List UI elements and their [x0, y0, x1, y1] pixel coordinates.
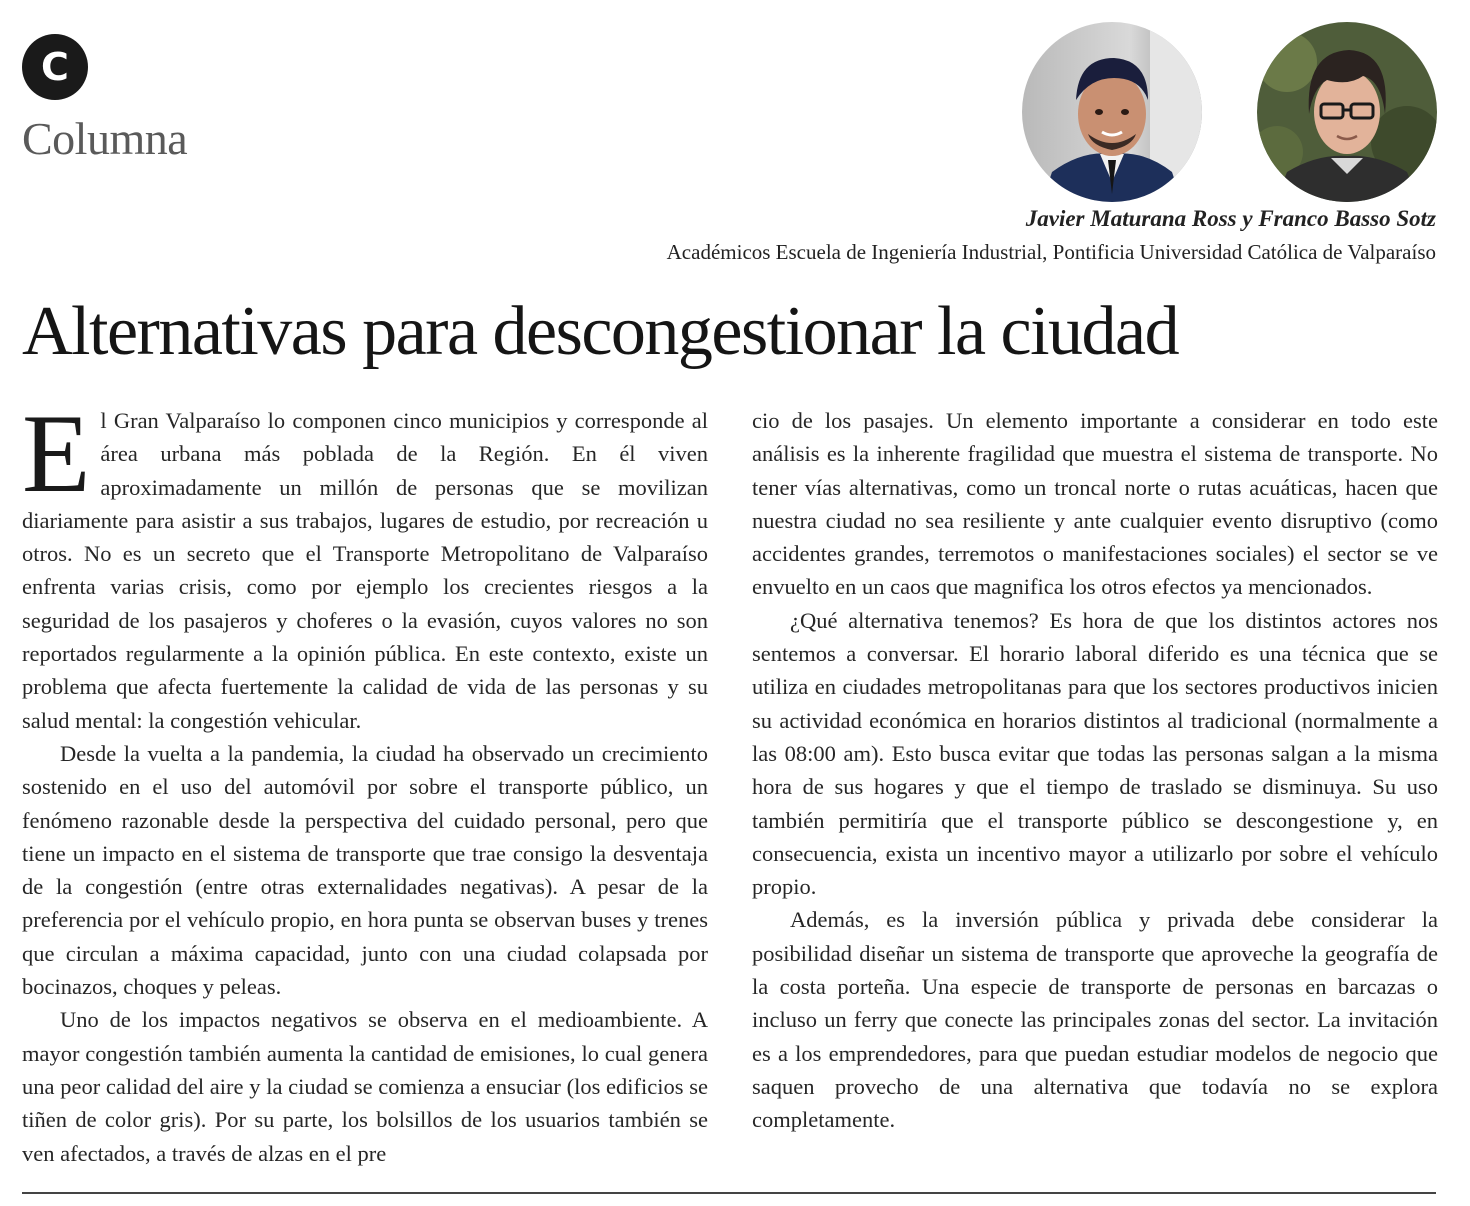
- author-photo-2: [1257, 22, 1437, 202]
- article-paragraph: Desde la vuelta a la pandemia, la ciudad ha observado un crecimiento sostenido en el uso del automóvil por sobre el transporte público, un fenómeno razonable desde la perspectiva del cuidado personal, pero que tiene un impacto en el sistema de transporte que trae consigo la desventaja de la congestión (entre otras externalidades negativas). A pesar de la preferencia por el vehículo propio, en hora punta se observan buses y trenes que circulan a máxima capacidad, junto con una ciudad colapsada por bocinazos, choques y peleas.: [22, 740, 708, 1000]
- author-affiliation: Académicos Escuela de Ingeniería Industrial, Pontificia Universidad Católica de Valparaíso: [666, 240, 1436, 264]
- article-paragraph: Además, es la inversión pública y privada debe considerar la posibilidad diseñar un sistema de transporte que aproveche la geografía de la costa porteña. Una especie de transporte de personas en barcazas o incluso un ferry que conecte las principales zonas del sector. La invitación es a los emprendedores, para que puedan estudiar modelos de negocio que saquen provecho de una alternativa que todavía no se explora completamente.: [752, 907, 1438, 1133]
- paragraph-text: l Gran Valparaíso lo componen cinco municipios y corresponde al área urbana más poblada de la Región. En él viven aproximadamente un millón de personas que se movilizan diariamente para asistir a sus trabajos, lugares de estudio, por recreación u otros. No es un secreto que el Transporte Metropolitano de Valparaíso enfrenta varias crisis, como por ejemplo los crecientes riesgos a la seguridad de los pasajeros y choferes o la evasión, cuyos valores no son reportados regularmente a la opinión pública. En este contexto, existe un problema que afecta fuertemente la calidad de vida de las personas y su salud mental: la congestión vehicular.: [22, 408, 708, 733]
- drop-cap: E: [22, 392, 91, 516]
- author-names: Javier Maturana Ross y Franco Basso Sotz: [1025, 206, 1436, 231]
- bottom-rule: [22, 1192, 1436, 1194]
- section-label: Columna: [22, 113, 188, 164]
- article-column-right: [752, 404, 1438, 1137]
- section-badge-letter: C: [41, 45, 69, 89]
- article-column-left: [22, 392, 708, 1170]
- article-paragraph: ¿Qué alternativa tenemos? Es hora de que los distintos actores nos sentemos a conversar. El horario laboral diferido es una técnica que se utiliza en ciudades metropolitanas para que los sectores productivos inicien su actividad económica en horarios distintos al tradicional (normalmente a las 08:00 am). Esto busca evitar que todas las personas salgan a la misma hora de sus hogares y que el tiempo de traslado se disminuya. Su uso también permitiría que el transporte público se descongestione y, en consecuencia, exista un incentivo mayor a utilizarlo por sobre el vehículo propio.: [752, 607, 1438, 900]
- author-photo-1: [1022, 22, 1202, 202]
- article-headline: Alternativas para descongestionar la ciudad: [22, 293, 1179, 370]
- article-paragraph: Uno de los impactos negativos se observa en el medioambiente. A mayor congestión también aumenta la cantidad de emisiones, lo cual genera una peor calidad del aire y la ciudad se comienza a ensuciar (los edificios se tiñen de color gris). Por su parte, los bolsillos de los usuarios también se ven afectados, a través de alzas en el pre: [22, 1007, 708, 1166]
- section-badge: [22, 34, 88, 100]
- article-paragraph: cio de los pasajes. Un elemento importante a considerar en todo este análisis es la inherente fragilidad que muestra el sistema de transporte. No tener vías alternativas, como un troncal norte o rutas acuáticas, hacen que nuestra ciudad no sea resiliente y ante cualquier evento disruptivo (como accidentes grandes, terremotos o manifestaciones sociales) el sector se ve envuelto en un caos que magnifica los otros efectos ya mencionados.: [752, 408, 1438, 600]
- article-paragraph: [22, 392, 708, 737]
